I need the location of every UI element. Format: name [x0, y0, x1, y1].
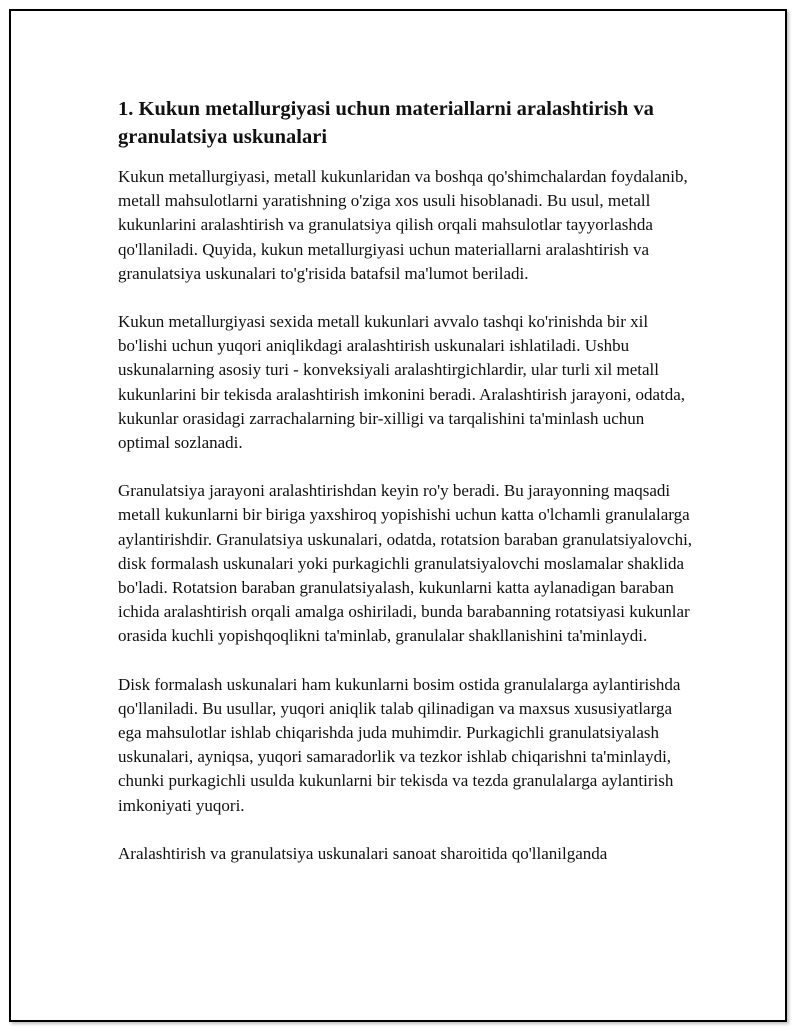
paragraph-disk-forming: Disk formalash uskunalari ham kukunlarni bosim ostida granulalarga aylantirishda qo'llaniladi. Bu usullar, yuqori aniqlik talab qilinadigan va maxsus xususiyatlarga ega mahsulotlar ishlab chiqarishda juda muhimdir. Purkagichli granulatsiyalash uskunalari, ayniqsa, yuqori samaradorlik va tezkor ishlab chiqarishni ta'minlaydi, chunki purkagichli usulda kukunlarni bir tekisda va tezda granulalarga aylantirish imkoniyati yuqori.	[118, 674, 681, 815]
paragraph-mixing: Kukun metallurgiyasi sexida metall kukunlari avvalo tashqi ko'rinishda bir xil bo'lishi uchun yuqori aniqlikdagi aralashtirish uskunalari ishlatiladi. Ushbu uskunalarning asosiy turi - konveksiyali aralashtirgichlardir, ular turli xil metall kukunlarini bir tekisda aralashtirish imkonini beradi. Aralashtirish jarayoni, odatda, kukunlar orasidagi zarrachalarning bir-xilligi va tarqalishini ta'minlash uchun optimal sozlanadi.	[118, 312, 686, 453]
document-body	[118, 95, 693, 890]
paragraph-industrial: Aralashtirish va granulatsiya uskunalari sanoat sharoitida qo'llanilganda	[118, 843, 608, 863]
paragraph-intro: Kukun metallurgiyasi, metall kukunlaridan va boshqa qo'shimchalardan foydalanib, metall mahsulotlarni yaratishning o'ziga xos usuli hisoblanadi. Bu usul, metall kukunlarini aralashtirish va granulatsiya qilish orqali mahsulotlar tayyorlashda qo'llaniladi. Quyida, kukun metallurgiyasi uchun materiallarni aralashtirish va granulatsiya uskunalari to'g'risida batafsil ma'lumot beriladi.	[118, 167, 688, 283]
section-heading: 1. Kukun metallurgiyasi uchun materiallarni aralashtirish va granulatsiya uskunalari	[118, 98, 654, 148]
paragraph-granulation: Granulatsiya jarayoni aralashtirishdan keyin ro'y beradi. Bu jarayonning maqsadi metall kukunlarni bir biriga yaxshiroq yopishishi uchun katta o'lchamli granulalarga aylantirishdir. Granulatsiya uskunalari, odatda, rotatsion baraban granulatsiyalovchi, disk formalash uskunalari yoki purkagichli granulatsiyalovchi moslamalar shaklida bo'ladi. Rotatsion baraban granulatsiyalash, kukunlarni katta aylanadigan baraban ichida aralashtirish orqali amalga oshiriladi, bunda barabanning rotatsiyasi kukunlar orasida kuchli yopishqoqlikni ta'minlab, granulalar shakllanishini ta'minlaydi.	[118, 481, 693, 646]
